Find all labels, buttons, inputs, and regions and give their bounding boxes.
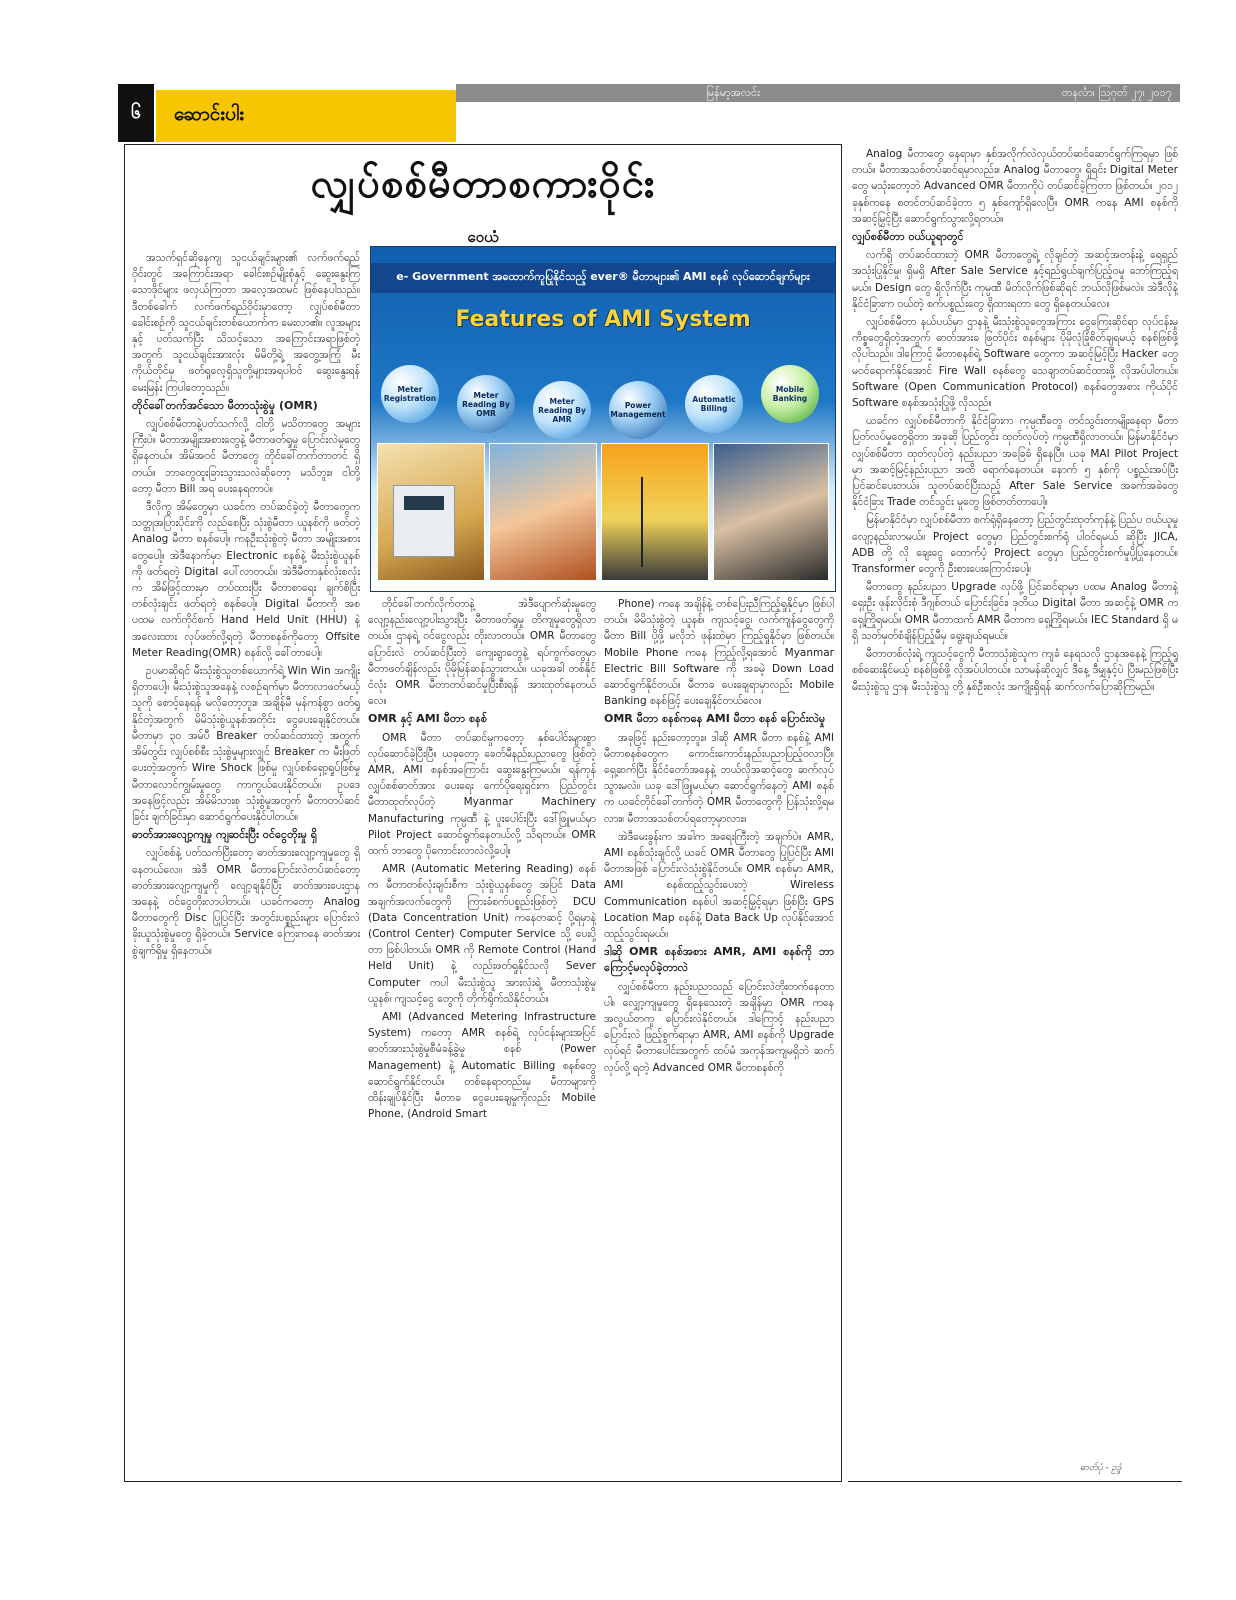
subheading: လျှပ်စစ်မီတာ ဝယ်ယူရာတွင် [852,230,964,244]
photo-family [489,443,597,581]
paragraph: ယခင်က လျှပ်စစ်မီတာကို နိုင်ငံခြားက ကုမ္ပဏီတွေ တင်သွင်းတာမျိုးနေရာ မီတာပြတ်လပ်မှုတွေရှိတာ အခုဆို ပြည်တွင်း ထုတ်လုပ်တဲ့ ကုမ္ပဏီရှိလာတယ်။ မြန်မာနိုင်ငံမှာ လျှပ်စစ်မီတာ ထုတ်လုပ်တဲ့ နည်းပညာ အခြေခံ ရှိနေပြီ။ ယခု MAI Pilot Project မှာ အဆင့်မြင့်နည်းပညာ အထိ ရောက်နေတယ်။ နောက် ၅ နှစ်ကို ပစ္စည်းအပ်ပြီး ပြင်ဆင်ပေးတယ်။ သူတပ်ဆင်ပြီးသည့် After Sale Service အခက်အခဲတွေ နိုင်ငံခြား Trade တင်သွင်း မှုတွေ ဖြစ်တတ်တာပေါ့။ [852,415,1178,509]
page-number: ၆ [118,84,154,142]
paragraph: ဒီလိုကွ အိမ်တွေမှာ ယခင်က တပ်ဆင်ခဲ့တဲ့ မီတာတွေက သတ္တုအပြားပိုင်းကို လည်စေပြီး သုံးစွဲမီတာ ယူနစ်ကို ဖတ်တဲ့ Analog မီတာ စနစ်ပေါ့။ ကနဦးသုံးစွဲတဲ့ မီတာ အမျိုးအစားတွေပေါ့။ အဲဒီနောက်မှာ Electronic စနစ်နဲ့ မီးသုံးစွဲယူနစ်ကို ဖတ်ရတဲ့ Digital ပေါ်လာတယ်။ အဲဒီမီတာနှစ်လုံးစလုံးက အိမ်ဖြင့်ထားမှာ တပ်ထားပြီး မီတာစာရေး ချက်စိပြီး တစ်လုံးချင်း ဖတ်ရတဲ့ စနစ်ပေါ့။ Digital မီတာကို အစပထမ လက်ကိုင်စက် Hand Held Unit (HHU) နဲ့ အလေးထား လုပ်ဖတ်လို့ရတဲ့ မီတာစနစ်ကိုတော့ Offsite Meter Reading(OMR) စနစ်လို့ ခေါ်တာပေါ့။ [132,501,360,659]
section-label: ဆောင်းပါး [156,90,456,142]
issue-date: တနင်္လာ၊ ဩဂုတ် ၂၇၊ ၂၀၁၇ [1061,86,1172,99]
bubble-meter-registration: Meter Registration [381,365,439,423]
article-author: ဝေယံ [467,228,499,246]
paragraph: မြန်မာနိုင်ငံမှာ လျှပ်စစ်မီတာ စက်ရုံရှိနေတော့ ပြည်တွင်းထုတ်ကုန်နဲ့ ပြည်ပ ဝယ်ယူမှု လျော့နည်းလာမယ်။ Project တွေမှာ ပြည်တွင်းစက်ရုံ ပါဝင်ရမယ် ဆိုပြီး JICA, ADB တို့ လို ချေးငွေ ထောက်ပံ့ Project တွေမှာ ပြည်တွင်းစက်မှုပို့ပြုနေတယ်။ Transformer တွေကို ဦးစားပေးကြောင်းပေါ့။ [852,514,1178,576]
text-column-4 [852,146,1178,1476]
subheading: OMR မီတာ စနစ်ကနေ AMI မီတာ စနစ် ပြောင်းလဲမှု [604,712,826,726]
text-column-3 [604,596,834,1476]
paragraph: လျှပ်စစ်မီတာနဲ့ပတ်သက်လို့ ငါတို့ မသိတာတွေ အများကြီးပဲ။ မီတာအမျိုးအစားတွေနဲ့ မီတာဖတ်ရှုမှု ပြောင်းလဲမှုတွေ ရှိနေတယ်။ အိမ်အဝင် မီတာတွေ တိုင်ခေါ်တက်တာတင် ရှိတယ်။ ဘာတွေထူးခြားသွားသလဲဆိုတော့ မသိဘူး။ ငါတို့တော့ မီတာ Bill အရ ပေးနေရတာပဲ။ [132,418,360,495]
newspaper-name: မြန်မာ့အလင်း [706,86,760,99]
figure-heading: Features of AMI System [455,307,751,332]
text-column-2 [368,596,596,1476]
bubble-meter-reading-amr: Meter Reading By AMR [533,381,591,439]
bubble-power-management: Power Management [609,381,667,439]
paragraph: အဲဒီမေးခွန်းက အခါက အရေးကြီးတဲ့ အချက်ပဲ။ AMR, AMI စနစ်သုံးချင်လို့ ယခင် OMR မီတာတွေ ပြုပြင်ပြီး AMI မီတာအဖြစ် ပြောင်းလဲသုံးစွဲနိုင်တယ်။ OMR စနစ်မှာ AMR, AMI စနစ်ထည့်သွင်းပေးတဲ့ Wireless Communication စနစ်ပါ အဆင့်မြှင့်ရမှာ ဖြစ်ပြီး GPS Location Map စနစ်နဲ့ Data Back Up လုပ်နိုင်အောင် ထည့်သွင်းရမယ်။ [604,830,834,941]
meter-device-icon [393,485,455,557]
photo-business-people [713,443,829,581]
page-header [118,84,1180,142]
paragraph: အခုဖြင့် နည်းတော့ဘူး။ ဒါဆို AMR မီတာ စနစ်နဲ့ AMI မီတာစနစ်တွေက ကောင်းကောင်းနည်းပညာပြည့်ဝလာပြီ။ ရှေ့ဆက်ပြီး နိုင်ငံတော်အနေနဲ့ ဘယ်လိုအဆင့်တွေ ဆက်လုပ်သွားမလဲ။ ယခု ဒေါ်ဖြူမယ်မှာ ဆောင်ရွက်နေတဲ့ AMI စနစ်က ယခင်တိုင်ခေါ်တက်တဲ့ OMR မီတာတွေကို ပြန်သုံးလို့ရမလား။ မီတာအသစ်တပ်ရတော့မှာလား။ [604,731,834,825]
bubble-mobile-banking: Mobile Banking [761,365,819,423]
bubble-automatic-billing: Automatic Billing [685,375,743,433]
paragraph: လျှပ်စစ်နဲ့ ပတ်သက်ပြီးတော့ ဓာတ်အားလျော့ကျမှုတွေ ရှိနေတယ်လေ။ အဲဒီ OMR မီတာပြောင်းလဲတပ်ဆင်တော့ ဓာတ်အားလျော့ကျမှုကို လျော့ချနိုင်ပြီး ဓာတ်အားပေးဌာနအနေနဲ့ ဝင်ငွေတိုးလာပါတယ်။ ယခင်ကတော့ Analog မီတာတွေကို Disc ပြုပြင်ပြီး အတွင်းပစ္စည်းများ ပြောင်းလဲ ခိုးယူသုံးစွဲမှုတွေ ရှိခဲ့တယ်။ Service ကြေးကနေ ဓာတ်အား စွဲချက်ရှိမှု ရှိနေတယ်။ [132,847,360,957]
article-title: လျှပ်စစ်မီတာစကားဝိုင်း [310,161,656,207]
bubble-meter-reading-omr: Meter Reading By OMR [457,375,515,433]
subheading: ဓာတ်အားလျော့ကျမှု ကျဆင်းပြီး ဝင်ငွေတိုးမှု ရှိ [132,828,318,842]
paragraph: လျှပ်စစ်မီတာ နယ်ပယ်မှာ ဌာနနဲ့ မီးသုံးစွဲသူတွေအကြား ငွေကြေးဆိုင်ရာ လုပ်ငန်းမှု ကိစ္စတွေရှိတဲ့အတွက် ဓာတ်အားခ ဖြတ်ပိုင်း စနစ်များ ပိုမိုလုံခြုံစိတ်ချရမယ့် စနစ်ဖြစ်ဖို့ လိုပါသည်။ ဒါကြောင့် မီတာစနစ်ရဲ့ Software တွေကာ အဆင့်မြင့်ပြီး Hacker တွေ မဝင်ရောက်နိုင်အောင် Fire Wall စနစ်တွေ သေချာတပ်ဆင်ထားဖို့ လိုအပ်ပါတယ်။ Software (Open Communication Protocol) စနစ်တွေအစား ကိုယ်ပိုင် Software စနစ်အသုံးပြုဖို့ လိုသည်။ [852,316,1178,410]
paragraph: OMR မီတာ တပ်ဆင်မှုကတော့ နှစ်ပေါင်းများစွာ လုပ်ဆောင်ခဲ့ပြီးပြီ။ ယခုတော့ ခေတ်မီနည်းပညာတွေ ဖြစ်တဲ့ AMR, AMI စနစ်အကြောင်း ဆွေးနွေးကြမယ်။ ရန်ကုန်လျှပ်စစ်ဓာတ်အား ပေးရေး ကော်ပိုရေးရှင်းက ပြည်တွင်းမီတာထုတ်လုပ်တဲ့ Myanmar Machinery Manufacturing ကုမ္ပဏီ နဲ့ ပူးပေါင်းပြီး ဒေါ်ဖြူမယ်မှာ Pilot Project ဆောင်ရွက်နေတယ်လို့ သိရတယ်။ OMR ထက် ဘာတွေ ပိုကောင်းလာလဲလို့ပေါ့။ [368,731,596,858]
subheading: တိုင်ခေါ်တက်အင်သော မီတာသုံးစွဲမှု (OMR) [132,398,318,412]
article-signature: ဓာတ်ပုံ - ဥဒ္ဒံ [1080,1463,1122,1473]
paragraph: မီတာတွေ နည်းပညာ Upgrade လုပ်ဖို့ ပြင်ဆင်ရာမှာ ပထမ Analog မီတာနဲ့ ရှေးဦး ဖုန်းလိုင်းစုံ ဒီဂျစ်တယ် ပြောင်းခြင်း၊ ဒုတိယ Digital မီတာ အဆင့်နဲ့ OMR က ရှေ့ကြိုရမယ်။ OMR မီတာထက် AMR မီတာက ရှေ့ကြိုရမယ်။ IEC Standard ရှိ မရှိ သတ်မှတ်စံချိန်ပြည့်မီမှ ရွေးချယ်ရမယ်။ [852,581,1178,642]
paragraph: Analog မီတာတွေ နေရာမှာ နှစ်အလိုက်လဲလှယ်တပ်ဆင်ဆောင်ရွက်ကြရမှာ ဖြစ်တယ်။ မီတာအသစ်တပ်ဆင်ရမှာလည်း။ Analog မီတာတွေ၊ ရှိရင်း Digital Meter တွေ မသုံးတော့ဘဲ Advanced OMR မီတာကိုပဲ တပ်ဆင်ခဲ့ကြတာ ဖြစ်တယ်။ ၂၀၁၂ ခုနှစ်ကနေ စတင်တပ်ဆင်ခဲ့တာ ၅ နှစ်ကျော်ရှိလေပြီ။ OMR ကနေ AMI စနစ်ကို အဆင့်မြှင့်ပြီး ဆောင်ရွက်သွားလို့ရတယ်။ [852,148,1178,225]
paragraph: လျှပ်စစ်မီတာ နည်းပညာသည် ပြောင်းလဲတိုးတက်နေတာပါ။ လျှော့ကျမှုတွေ ရှိနေသေးတဲ့ အချိန်မှာ OMR ကနေ အလွယ်တကူ ပြောင်းလဲနိုင်တယ်။ ဒါကြောင့် နည်းပညာ ပြောင်းလဲ ဖြည့်စွက်ရာမှာ AMR, AMI စနစ်ကို Upgrade လုပ်ရင် မီတာပေါင်းအတွက် ထပ်မံ အကုန်အကျမရှိဘဲ ဆက်လုပ်လို့ ရတဲ့ Advanced OMR မီတာစနစ်ကို [604,980,834,1074]
paragraph: တိုင်ခေါ်တက်လိုက်တာနဲ့ အဲဒီပျောက်ဆုံးမှုတွေ လျော့နည်းလျော့ပါးသွားပြီး မီတာဖတ်ရှုမှု တိကျမှုတွေရှိလာတယ်။ ဌာနရဲ့ ဝင်ငွေလည်း တိုးလာတယ်။ OMR မီတာတွေ ပြောင်းလဲ တပ်ဆင်ပြီးတဲ့ ကျေးရွာတွေနဲ့ ရပ်ကွက်တွေမှာ မီတာဖတ်ချိန်လည်း ပိုမိုမြန်ဆန်သွားတယ်။ ယခုအခါ တစ်နိုင်ငံလုံး OMR မီတာတပ်ဆင်မှုပြီးစီးရန် အားထုတ်နေတယ်လေ။ [368,598,596,708]
paragraph: ဥပမာဆိုရင် မီးသုံးစွဲသူတစ်ယောက်ရဲ့ Win Win အကျိုးရှိတာပေါ့။ မီးသုံးစွဲသူအနေနဲ့ လစဉ်ရက်မှာ မီတာလာဖတ်မယ့်သူကို စောင့်နေရန် မလိုတော့ဘူး။ အချိန်မီ မှန်ကန်စွာ ဖတ်ရှုနိုင်တဲ့အတွက် မိမိသုံးစွဲယူနစ်အတိုင်း ငွေပေးချေနိုင်တယ်။ မီတာမှာ ၃၀ အမ်ပီ Breaker တပ်ဆင်ထားတဲ့ အတွက် အိမ်တွင်း လျှပ်စစ်စီး သုံးစွဲမှုများလျှင် Breaker က မီးဖြတ်ပေးတဲ့အတွက် Wire Shock ဖြစ်မှု လျှပ်စစ်ရှော့ရှုပ်ဖြစ်မှု မီတာလောင်ကျွမ်းမှုတွေ ကာကွယ်ပေးနိုင်တယ်။ ဥပဒေအနေဖြင့်လည်း အိမ်မိသားစု သုံးစွဲမှုအတွက် မီတာတပ်ဆင်ခြင်း ချက်ခြင်းမှာ ဆောင်ရွက်ပေးနိုင်ပါတယ်။ [132,665,360,823]
paragraph: AMR (Automatic Metering Reading) စနစ်က မီတာတစ်လုံးချင်းစီက သုံးစွဲယူနစ်တွေ အပြင် Data အချက်အလက်တွေကို ကြားခံစက်ပစ္စည်းဖြစ်တဲ့ DCU (Data Concentration Unit) ကနေတဆင့် ပို့ရမှာနဲ့ (Control Center) Computer Service သို့ ပေးပို့တာ ဖြစ်ပါတယ်။ OMR ကို Remote Control (Hand Held Unit) နဲ့ လည်းဖတ်ရှုနိုင်သလို Sever Computer ကပါ မီးသုံးစွဲသူ အားလုံးရဲ့ မီတာသုံးစွဲမှု ယူနစ်၊ ကျသင့်ငွေ တွေကို တိုက်ရိုက်သိနိုင်တယ်။ [368,863,596,1005]
figure-banner: e- Government အထောက်ကူပြုနိုင်သည့် ever® မီတာများ၏ AMI စနစ် လုပ်ဆောင်ချက်များ [371,263,835,293]
subheading: OMR နှင့် AMI မီတာ စနစ် [368,712,488,726]
paragraph: မီတာတစ်လုံးရဲ့ ကျသင့်ငွေကို မီတာသုံးစွဲသူက ကျခံ နေရသလို ဌာနအနေနဲ့ ကြည့်ရှုစစ်ဆေးနိုင်မယ့် စနစ်ဖြစ်ဖို့ လိုအပ်ပါတယ်။ သာမန်ဆိုလျှင် ဒီနေ့ ဒီမျှနှင့်ပဲ ပြီးမည်ဖြစ်ပြီး မီးသုံးစွဲသူ ဌာန မီးသုံးစွဲသူ တို့ နှစ်ဦးစလုံး အကျိုးရှိရန် ဆက်လက်ပြောဆိုကြမည်။ [852,648,1178,693]
pylon-icon [641,477,643,567]
subheading: ဒါဆို OMR စနစ်အစား AMR, AMI စနစ်ကို ဘာကြောင့်မလုပ်ခဲ့တာလဲ [604,945,834,975]
photo-power-line [601,443,709,581]
paragraph: AMI (Advanced Metering Infrastructure System) ကတော့ AMR စနစ်ရဲ့ လုပ်ငန်းများအပြင် ဓာတ်အားသုံးစွဲမှုစီမံခန့်ခွဲမှု စနစ် (Power Management) နဲ့ Automatic Billing စနစ်တွေ ဆောင်ရွက်နိုင်တယ်။ တစ်နေရာတည်းမှ မီတာများကို ထိန်းချုပ်နိုင်ပြီး မီတာခ ငွေပေးချေမှုကိုလည်း Mobile Phone, (Android Smart [368,1011,596,1121]
paragraph: အသက်ရှင်ဆိုနေကျ သူငယ်ချင်းများ၏ လက်ဖက်ရည်ဝိုင်းတွင် အကြောင်းအရာ ခေါင်းစဉ်မျိုးစုံနှင့် ဆွေးနွေးကြ သောဒိုင်များ ဖလှယ်ကြတာ အလေ့အထမင် ဖြစ်နေပါသည်။ ဒီတစ်ခေါက် လက်ဖက်ရည်ဝိုင်းမှာတော့ လျှပ်စစ်မီတာ ခေါင်းစဉ်ကို သူငယ်ချင်းတစ်ယောက်က မေးလာ၏။ လူအများနှင့် ပတ်သက်ပြီး သိသင့်သော အကြောင်းအရာဖြစ်တဲ့အတွက် သူငယ်ချင်းအားလုံး မိမိတို့ရဲ့ အတွေ့အကြုံ မီးကိုယ်တိုင်မှ ဖတ်ရှုလေ့ရှိသူတို့များအရပါဝင် ဆွေးနွေးရန် မေးမြန်း ကြပါတော့သည်။ [132,252,360,394]
text-column-1 [132,250,360,1476]
paragraph: လက်ရှိ တပ်ဆင်ထားတဲ့ OMR မီတာတွေရဲ့ လိုချင်တဲ့ အဆင့်အတန်းနဲ့ ရေရှည်အသုံးပြုနိုင်မှု၊ ရှိမရှိ After Sale Service နှင့်ရည်ရွယ်ချက်ပြည့်ဝမှု ဘော်ကြည့်ရမယ်။ Design တွေ ရှိလိုက်ပြီး ကုမ္ပဏီ မိတ်လိုက်ဖြစ်ဆိုရင် ဘယ်လိုဖြစ်မလဲ။ အဲဒီလိုနဲ့ နိုင်ငံခြားက ဝယ်တဲ့ စက်ပစ္စည်းတွေ ရှိထားရတာ တွေ ရှိနေတယ်လေ။ [852,249,1178,310]
ami-features-image [370,246,836,592]
paragraph: Phone) ကနေ အချိန်နဲ့ တစ်ပြေးညီကြည့်ရှုနိုင်မှာ ဖြစ်ပါတယ်။ မိမိသုံးစွဲတဲ့ ယူနစ်၊ ကျသင့်ငွေ၊ လက်ကျန်ငွေတွေကို မီတာ Bill ပို့ဖို့ မလိုဘဲ ဖုန်းထဲမှာ ကြည့်ရှုနိုင်မှာ ဖြစ်တယ်။ Mobile Phone ကနေ ကြည့်လို့ရအောင် Myanmar Electric Bill Software ကို အခမဲ့ Down Load ဆောင်ရွက်နိုင်တယ်။ မီတာခ ပေးချေရာမှာလည်း Mobile Banking စနစ်ဖြင့် ပေးချေနိုင်တယ်လေ။ [604,598,834,708]
masthead-bar [456,84,1180,102]
